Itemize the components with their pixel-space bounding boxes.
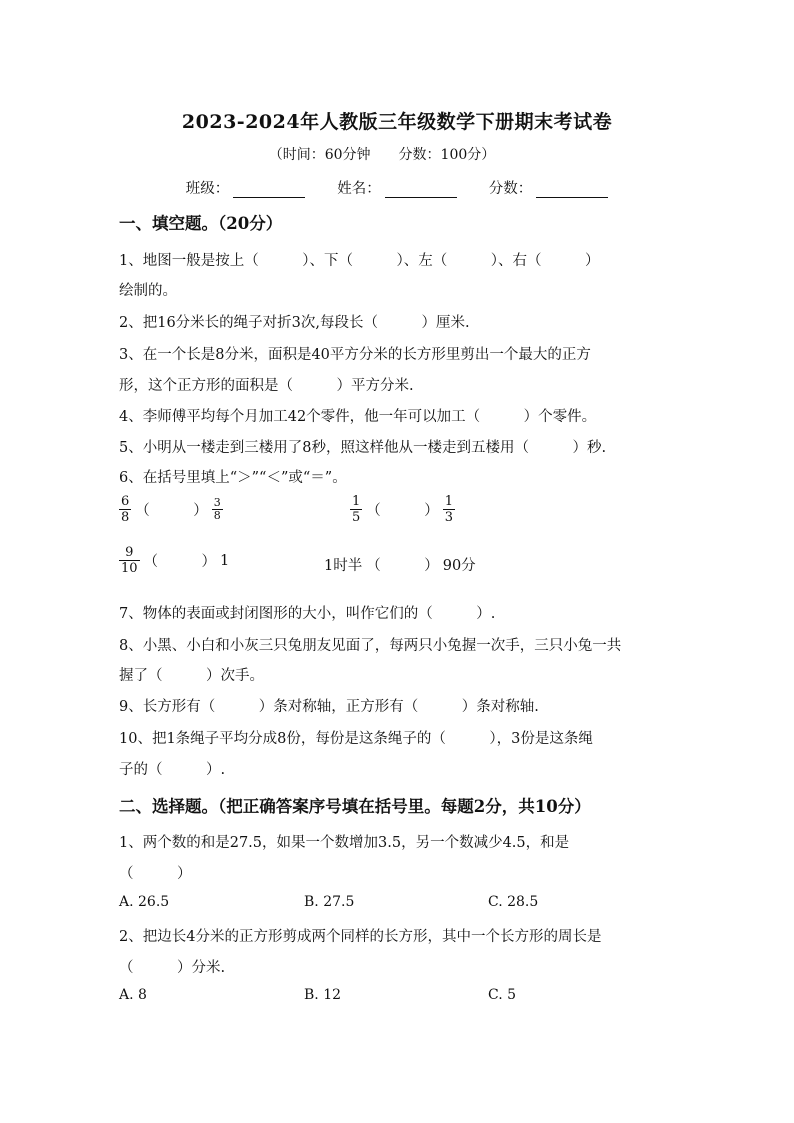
answer-paren: （ ） xyxy=(366,503,439,519)
class-blank xyxy=(233,183,305,198)
question-1-line1: 1、地图一般是按上（ ）、下（ ）、左（ ）、右（ ） xyxy=(119,253,600,269)
question-6: 6、在括号里填上“＞”“＜”或“＝”。 xyxy=(119,470,347,486)
question-4: 4、李师傅平均每个月加工42个零件，他一年可以加工（ ）个零件。 xyxy=(119,409,597,425)
choice-question-2-line2: （ ）分米. xyxy=(119,960,226,976)
name-label: 姓名： xyxy=(337,181,381,197)
fraction-numerator: 3 xyxy=(213,496,221,509)
option-c: C. 28.5 xyxy=(488,894,539,910)
question-9: 9、长方形有（ ）条对称轴，正方形有（ ）条对称轴. xyxy=(119,699,539,715)
name-field xyxy=(337,177,457,198)
section1-heading: 一、填空题。（20分） xyxy=(119,214,283,233)
fraction-denominator: 8 xyxy=(121,510,130,525)
score-field xyxy=(489,177,609,198)
fraction-denominator: 3 xyxy=(444,510,454,525)
class-label: 班级： xyxy=(185,181,230,197)
choice-question-1-line2: （ ） xyxy=(119,866,192,882)
fraction-numerator: 6 xyxy=(121,494,130,509)
page-title: 2023-2024年人教版三年级数学下册期末考试卷 xyxy=(181,111,613,133)
fraction-denominator: 8 xyxy=(213,509,221,522)
fraction-numerator: 9 xyxy=(125,545,134,560)
option-b: B. 12 xyxy=(304,987,342,1003)
question-8-line1: 8、小黑、小白和小灰三只兔朋友见面了，每两只小兔握一次手，三只小兔一共 xyxy=(119,638,622,654)
question-10-line2: 子的（ ）. xyxy=(119,762,226,778)
fraction-six-eighths xyxy=(119,494,131,525)
score-blank xyxy=(536,183,608,198)
answer-paren: （ ） xyxy=(135,503,208,519)
choice-question-1-line1: 1、两个数的和是27.5，如果一个数增加3.5，另一个数减少4.5，和是 xyxy=(119,835,570,851)
fraction-three-eighths xyxy=(212,497,223,522)
compare-right-value: 1 xyxy=(220,552,230,569)
question-7: 7、物体的表面或封闭图形的大小，叫作它们的（ ）. xyxy=(119,606,496,622)
answer-paren: （ ） xyxy=(366,558,439,574)
option-a: A. 8 xyxy=(119,987,147,1003)
fraction-one-fifth xyxy=(350,494,362,525)
question-2: 2、把16分米长的绳子对折3次,每段长（ ）厘米. xyxy=(119,315,470,331)
fraction-nine-tenths xyxy=(119,545,140,576)
question-3-line1: 3、在一个长是8分米，面积是40平方分米的长方形里剪出一个最大的正方 xyxy=(119,347,591,363)
question-1-line2: 绘制的。 xyxy=(119,283,177,299)
option-a: A. 26.5 xyxy=(119,894,170,910)
fraction-numerator: 1 xyxy=(352,494,361,509)
student-info-row xyxy=(0,177,794,198)
compare-item-b xyxy=(350,494,455,525)
compare-item-a xyxy=(119,494,223,525)
name-blank xyxy=(385,183,457,198)
question-5: 5、小明从一楼走到三楼用了8秒，照这样他从一楼走到五楼用（ ）秒. xyxy=(119,440,607,456)
score-label: 分数： xyxy=(488,181,533,197)
class-field xyxy=(186,177,306,198)
question-3-line2: 形，这个正方形的面积是（ ）平方分米. xyxy=(119,378,414,394)
exam-subtitle: （时间：60分钟 分数：100分） xyxy=(268,147,496,163)
section2-heading: 二、选择题。（把正确答案序号填在括号里。每题2分，共10分） xyxy=(119,797,591,816)
fraction-one-third xyxy=(443,494,455,525)
fraction-numerator: 1 xyxy=(444,494,454,509)
compare-item-c xyxy=(119,545,229,576)
option-b: B. 27.5 xyxy=(304,894,355,910)
answer-paren: （ ） xyxy=(143,554,217,570)
question-8-line2: 握了（ ）次手。 xyxy=(119,668,264,684)
fraction-denominator: 5 xyxy=(352,510,361,525)
fraction-denominator: 10 xyxy=(121,561,138,576)
compare-item-d xyxy=(324,554,476,575)
question-10-line1: 10、把1条绳子平均分成8份，每份是这条绳子的（ ），3份是这条绳 xyxy=(119,731,593,747)
compare-right-value: 90分 xyxy=(442,558,476,574)
choice-question-2-line1: 2、把边长4分米的正方形剪成两个同样的长方形，其中一个长方形的周长是 xyxy=(119,929,602,945)
option-c: C. 5 xyxy=(488,987,517,1003)
compare-left-value: 1时半 xyxy=(324,558,363,574)
